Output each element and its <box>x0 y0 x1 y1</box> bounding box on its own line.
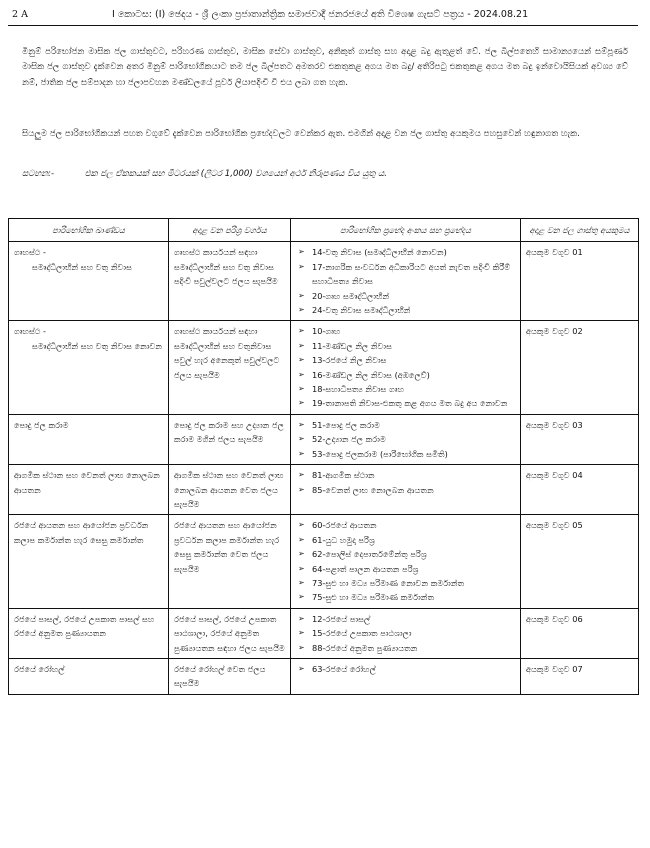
code-text: 61-යුධ හමුදා පරිශ්‍ර <box>312 534 375 545</box>
category-cell <box>9 465 169 515</box>
note-text: එක ජල ඒකකයක් සහ මීටරයක් (ලීටර 1,000) වශයෙන් අර්ථ නිරූපණය විය යුතු ය. <box>84 169 387 179</box>
category-sublabel: සමෘද්ධිලාභීන් සහ වතු නිවාස නොවන <box>32 340 163 351</box>
code-text: 16-මණ්ඩල නිල නිවාස (අඹලෙව්) <box>312 369 430 380</box>
table-row <box>9 414 639 464</box>
list-item <box>296 245 515 259</box>
arrow-bullet-icon: ➢ <box>298 434 305 444</box>
page-header <box>12 6 638 24</box>
codes-cell <box>291 321 521 414</box>
code-text: 10-ගෘහ <box>312 326 341 337</box>
tariff-cell: අයකුම වගුව 07 <box>521 658 639 694</box>
premises-cell: ආගමික ස්ථාන සහ වෙනත් ලාභ නොලබන ආයතන වෙත ජලය සැපයීම <box>169 465 291 515</box>
tariff-cell: අයකුම වගුව 06 <box>521 608 639 658</box>
code-text: 81-ආගමික ස්ථාන <box>312 470 375 481</box>
arrow-bullet-icon: ➢ <box>298 628 305 638</box>
arrow-bullet-icon: ➢ <box>298 355 305 365</box>
list-item <box>296 447 515 461</box>
header-category: පාරිභෝගික ඛාණ්ඩය <box>9 219 169 242</box>
intro-paragraph: මිනුම් පරිභෝජන මාසික ජල ගාස්තුවට, පරිහරණ ගාස්තුව, මාසික සේවා ගාස්තුව, අනිකුත් ගාස්තු සහ අදාළ බදු ඇතුළත් වේ. ජල බිල්පතෙහි සාමාන්‍යයෙන් සම්පූර්ණ මාසික ජල ගාස්තුව දැක්වෙන අතර මිනුම් පාරිභෝගිකයාට තම ජල බිල්පතට අමතරව එකතුකළ අගය මත බදු/ අතිරිපටු එකතුකළ අගය මත බදු ඉන්වොයිසියක් අවශ්‍ය වේ නම්, ජාතික ජල සම්පාදන හා ජලාපවහන මණ්ඩලයේ පූර්ව ලියාපදිංචි වී එය ලබා ගත හැක. <box>22 46 628 88</box>
code-text: 18-සහාධිපත්‍ය නිවාස ගෘහ <box>312 384 405 395</box>
arrow-bullet-icon: ➢ <box>298 326 305 336</box>
category-cell <box>9 242 169 321</box>
list-item <box>296 662 515 676</box>
tariff-cell: අයකුම වගුව 01 <box>521 242 639 321</box>
code-list <box>296 418 515 461</box>
code-text: 63-රජයේ රෝහල් <box>312 663 376 674</box>
category-label: රජයේ පාසල්, රජයේ උපකාත පාසල් සහ රජයේ අනුමත පුණ්‍යායතන <box>14 613 155 639</box>
arrow-bullet-icon: ➢ <box>298 613 305 623</box>
arrow-bullet-icon: ➢ <box>298 592 305 602</box>
list-item <box>296 324 515 338</box>
list-item <box>296 289 515 303</box>
code-text: 17-නාගරික සංවර්ධන අධිකාරියට අයත් නැවත පදිංචි කිරීම් සහාධිපත්‍ය නිවාස <box>312 261 511 287</box>
list-item <box>296 533 515 547</box>
category-label: ආගමික ස්ථාන සහ වෙනත් ලාභ නොලබන ආයතන <box>14 470 160 495</box>
code-list <box>296 662 515 676</box>
classification-paragraph: සියලුම ජල පාරිභෝගිකයන් පහත වගුවේ දැක්වෙන පාරිභෝගික ප්‍රභේදවලට වෙන්කර ඇත. එමගින් අදාළ වන ජල ගාස්තු අයකුමය පහසුවෙන් හඳුනාගත හැක. <box>22 128 580 139</box>
code-text: 88-රජයේ අනුමත පුණ්‍යායතන <box>312 642 418 653</box>
arrow-bullet-icon: ➢ <box>298 484 305 494</box>
premises-cell: රජයේ ආයතන සහ ආයෝජන ප්‍රවර්ධන කලාප කර්මාන්ත හැර සෙසු කර්මාන්ත වෙත ජලය සැපයීම <box>169 515 291 608</box>
consumer-category-table <box>8 218 639 695</box>
code-list <box>296 468 515 497</box>
category-cell <box>9 414 169 464</box>
list-item <box>296 612 515 626</box>
table-row <box>9 242 639 321</box>
tariff-cell: අයකුම වගුව 04 <box>521 465 639 515</box>
list-item <box>296 382 515 396</box>
category-sublabel: සමෘද්ධිලාභීන් සහ වතු නිවාස <box>32 261 132 272</box>
arrow-bullet-icon: ➢ <box>298 419 305 429</box>
category-label: පොදු ජල කරාම <box>14 419 69 430</box>
list-item <box>296 483 515 497</box>
unit-note <box>22 167 628 182</box>
code-text: 62-පොලිස් දෙපාර්තමේන්තු පරිශ්‍ර <box>312 549 427 560</box>
arrow-bullet-icon: ➢ <box>298 520 305 530</box>
code-text: 52-උද්‍යාන ජල කරාම <box>312 434 386 445</box>
note-label: සටහන:- <box>22 169 55 179</box>
category-cell <box>9 608 169 658</box>
code-list <box>296 612 515 655</box>
header-rule <box>8 25 638 26</box>
list-item <box>296 260 515 289</box>
code-text: 51-පොදු ජල කරාම <box>312 419 380 430</box>
category-cell <box>9 321 169 414</box>
premises-cell: ගෘහස්ථ කාර්යයන් සඳහා සමෘද්ධිලාභීන් සහ වතුනිවාස පවුල් හැර අනෙකුත් පවුල්වලට ජලය සැපයීම <box>169 321 291 414</box>
code-text: 12-රජයේ පාසල් <box>312 613 371 624</box>
code-text: 60-රජයේ ආයතන <box>312 520 377 531</box>
category-cell <box>9 658 169 694</box>
category-cell <box>9 515 169 608</box>
list-item <box>296 590 515 604</box>
table-row <box>9 608 639 658</box>
list-item <box>296 518 515 532</box>
code-list <box>296 518 515 604</box>
arrow-bullet-icon: ➢ <box>298 577 305 587</box>
tariff-cell: අයකුම වගුව 03 <box>521 414 639 464</box>
code-text: 53-පොදු ජලකරාම (පාරිභෝගික සමිති) <box>312 448 448 459</box>
gazette-title: I කොටස: (I) ඡෙදය - ශ්‍රී ලංකා ප්‍රජාතාන්ත්‍රික සමාජවාදී ජනරජයේ අති විශෙෂ ගැසට් පත්‍රය - 2024.08.21 <box>112 9 529 20</box>
category-label: ගෘහස්ථ - <box>14 247 46 258</box>
table-row <box>9 515 639 608</box>
list-item <box>296 626 515 640</box>
page-number: 2 A <box>12 9 28 20</box>
arrow-bullet-icon: ➢ <box>298 534 305 544</box>
code-text: 11-මණ්ඩල නිල නිවාස <box>312 340 392 351</box>
code-list <box>296 245 515 317</box>
list-item <box>296 562 515 576</box>
code-text: 14-වතු නිවාස (සමෘද්ධිලාභීන් නොවන) <box>312 247 447 258</box>
table-row <box>9 465 639 515</box>
arrow-bullet-icon: ➢ <box>298 247 305 257</box>
arrow-bullet-icon: ➢ <box>298 642 305 652</box>
code-list <box>296 324 515 410</box>
list-item <box>296 547 515 561</box>
codes-cell <box>291 658 521 694</box>
arrow-bullet-icon: ➢ <box>298 563 305 573</box>
arrow-bullet-icon: ➢ <box>298 398 305 408</box>
code-text: 13-රජයේ නිල නිවාස <box>312 355 387 366</box>
premises-cell: ගෘහස්ථ කාර්යයන් සඳහා සමෘද්ධිලාභීන් සහ වතු නිවාස පදිංචි පවුල්වලට ජලය සැපයීම <box>169 242 291 321</box>
premises-cell: රජයේ රෝහල් වෙත ජලය සැපයීම <box>169 658 291 694</box>
code-text: 15-රජයේ උපකාත පාඨශාලා <box>312 628 412 639</box>
arrow-bullet-icon: ➢ <box>298 470 305 480</box>
codes-cell <box>291 414 521 464</box>
code-text: 73-සුළු හා මධ්‍ය පරිමාණ නොවන කර්මාන්ත <box>312 577 465 588</box>
premises-cell: පොදු ජල කරාම සහ උද්‍යාන ජල කරාම මගින් ජලය සැපයීම <box>169 414 291 464</box>
table-row <box>9 658 639 694</box>
codes-cell <box>291 608 521 658</box>
arrow-bullet-icon: ➢ <box>298 290 305 300</box>
list-item <box>296 303 515 317</box>
codes-cell <box>291 465 521 515</box>
arrow-bullet-icon: ➢ <box>298 663 305 673</box>
header-premises: අදාළ වන පරිශ්‍ර වර්ගය <box>169 219 291 242</box>
table-row <box>9 321 639 414</box>
arrow-bullet-icon: ➢ <box>298 340 305 350</box>
arrow-bullet-icon: ➢ <box>298 549 305 559</box>
list-item <box>296 432 515 446</box>
list-item <box>296 641 515 655</box>
arrow-bullet-icon: ➢ <box>298 448 305 458</box>
header-codes: පාරිභෝගික ප්‍රභේද අංකය සහ ප්‍රභේදය <box>291 219 521 242</box>
code-text: 75-සුළු හා මධ්‍ය පරිමාණ කර්මාන්ත <box>312 592 435 603</box>
category-label: රජයේ රෝහල් <box>14 663 65 674</box>
tariff-cell: අයකුම වගුව 02 <box>521 321 639 414</box>
arrow-bullet-icon: ➢ <box>298 369 305 379</box>
table-body <box>9 242 639 694</box>
list-item <box>296 576 515 590</box>
category-label: ගෘහස්ථ - <box>14 326 46 337</box>
codes-cell <box>291 515 521 608</box>
tariff-cell: අයකුම වගුව 05 <box>521 515 639 608</box>
premises-cell: රජයේ පාසල්, රජයේ උපකාත පාඨශාලා, රජයේ අනුමත පුණ්‍යායතන සඳහා ජලය සැපයීම <box>169 608 291 658</box>
code-text: 20-ගෘහ සමෘද්ධිලාභීන් <box>312 290 390 301</box>
code-text: 85-වෙනත් ලාභ නොලබන ආයතන <box>312 484 434 495</box>
list-item <box>296 353 515 367</box>
header-tariff: අදාළ වන ජල ගාස්තු අයකුමය <box>521 219 639 242</box>
list-item <box>296 396 515 410</box>
code-text: 64-පළාත් පාලන ආයතන පරිශ්‍ර <box>312 563 419 574</box>
codes-cell <box>291 242 521 321</box>
arrow-bullet-icon: ➢ <box>298 261 305 271</box>
code-text: 19-තානාපති නිවාස-එකතු කළ අගය මත බදු අය නොවන <box>312 398 508 409</box>
list-item <box>296 339 515 353</box>
arrow-bullet-icon: ➢ <box>298 305 305 315</box>
list-item <box>296 368 515 382</box>
list-item <box>296 468 515 482</box>
arrow-bullet-icon: ➢ <box>298 384 305 394</box>
code-text: 24-වතු නිවාස සමෘද්ධිලාභීන් <box>312 305 411 316</box>
table-header-row <box>9 219 639 242</box>
list-item <box>296 418 515 432</box>
category-label: රජයේ ආයතන සහ ආයෝජන ප්‍රවර්ධන කලාප කර්මාන්ත හැර සෙසු කර්මාන්ත <box>14 520 149 545</box>
